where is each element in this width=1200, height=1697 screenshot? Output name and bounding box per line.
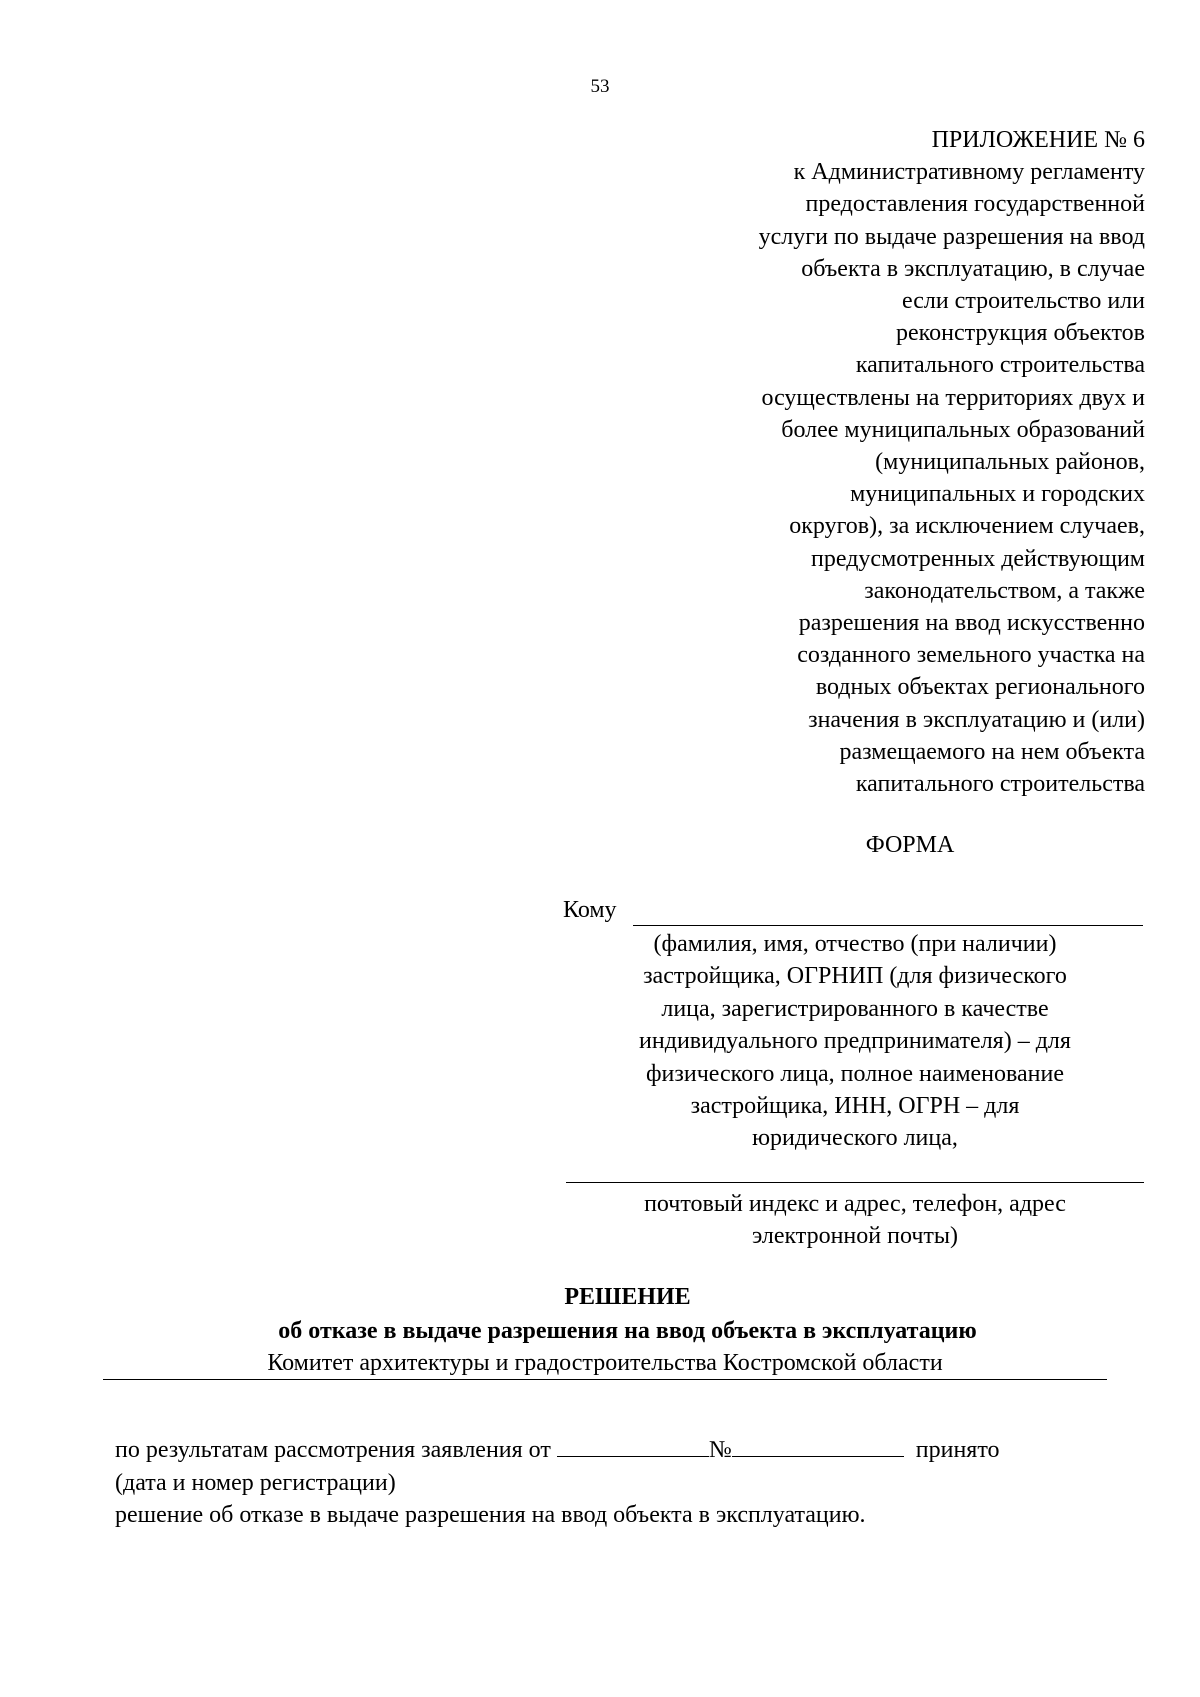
recipient-note: [580, 928, 1130, 1155]
appendix-line: законодательством, а также: [864, 577, 1145, 604]
recipient-note-line: застройщика, ИНН, ОГРН – для: [690, 1093, 1020, 1120]
contact-note-line: электронной почты): [751, 1223, 959, 1250]
body-line-2: (дата и номер регистрации): [115, 1470, 396, 1496]
decision-title: РЕШЕНИЕ: [564, 1284, 691, 1310]
recipient-blank-line: [633, 925, 1143, 926]
body-line-1: [115, 1434, 1000, 1465]
appendix-line: созданного земельного участка на: [797, 642, 1145, 669]
appendix-line: объекта в эксплуатацию, в случае: [801, 255, 1145, 282]
recipient-note-line: индивидуального предпринимателя) – для: [639, 1028, 1071, 1055]
appendix-line: ПРИЛОЖЕНИЕ № 6: [931, 127, 1145, 153]
contact-note-line: почтовый индекс и адрес, телефон, адрес: [644, 1191, 1066, 1217]
recipient-row: [563, 895, 1143, 927]
appendix-line: осуществлены на территориях двух и: [761, 384, 1145, 411]
body-line-1-prefix: по результатам рассмотрения заявления от: [115, 1437, 551, 1463]
appendix-line: услуги по выдаче разрешения на ввод: [758, 223, 1145, 250]
appendix-line: капитального строительства: [855, 352, 1145, 379]
appendix-line: предоставления государственной: [805, 191, 1145, 218]
appendix-header: [600, 124, 1145, 800]
appendix-line: (муниципальных районов,: [875, 449, 1145, 476]
recipient-note-line: (фамилия, имя, отчество (при наличии): [653, 931, 1057, 957]
appendix-line: капитального строительства: [855, 771, 1145, 798]
appendix-line: к Административному регламенту: [793, 159, 1145, 186]
address-blank-line: [566, 1182, 1144, 1183]
form-label: ФОРМА: [865, 832, 955, 858]
appendix-line: округов), за исключением случаев,: [789, 513, 1145, 540]
decision-subtitle: об отказе в выдаче разрешения на ввод объекта в эксплуатацию: [278, 1318, 977, 1344]
appendix-line: муниципальных и городских: [850, 481, 1145, 508]
contact-note: [580, 1188, 1130, 1253]
recipient-label: Кому: [563, 897, 617, 923]
body-line-3: решение об отказе в выдаче разрешения на ввод объекта в эксплуатацию.: [115, 1502, 866, 1528]
recipient-note-line: лица, зарегистрированного в качестве: [661, 995, 1049, 1022]
authority-name: Комитет архитектуры и градостроительства Костромской области: [103, 1348, 1107, 1380]
appendix-line: разрешения на ввод искусственно: [798, 610, 1145, 637]
date-blank: [557, 1434, 709, 1457]
recipient-note-line: застройщика, ОГРНИП (для физического: [643, 963, 1067, 990]
appendix-line: более муниципальных образований: [781, 416, 1145, 443]
appendix-line: предусмотренных действующим: [811, 545, 1145, 572]
recipient-note-line: физического лица, полное наименование: [645, 1060, 1065, 1087]
number-blank: [732, 1434, 904, 1457]
recipient-note-line: юридического лица,: [752, 1125, 958, 1152]
number-sign: №: [708, 1437, 732, 1463]
appendix-line: значения в эксплуатацию и (или): [808, 706, 1145, 733]
body-line-1-suffix: принято: [915, 1437, 1000, 1463]
page-number: 53: [590, 76, 610, 97]
appendix-line: реконструкция объектов: [896, 320, 1145, 347]
appendix-line: размещаемого на нем объекта: [839, 738, 1145, 765]
appendix-line: если строительство или: [901, 288, 1145, 315]
appendix-line: водных объектах регионального: [815, 674, 1145, 701]
